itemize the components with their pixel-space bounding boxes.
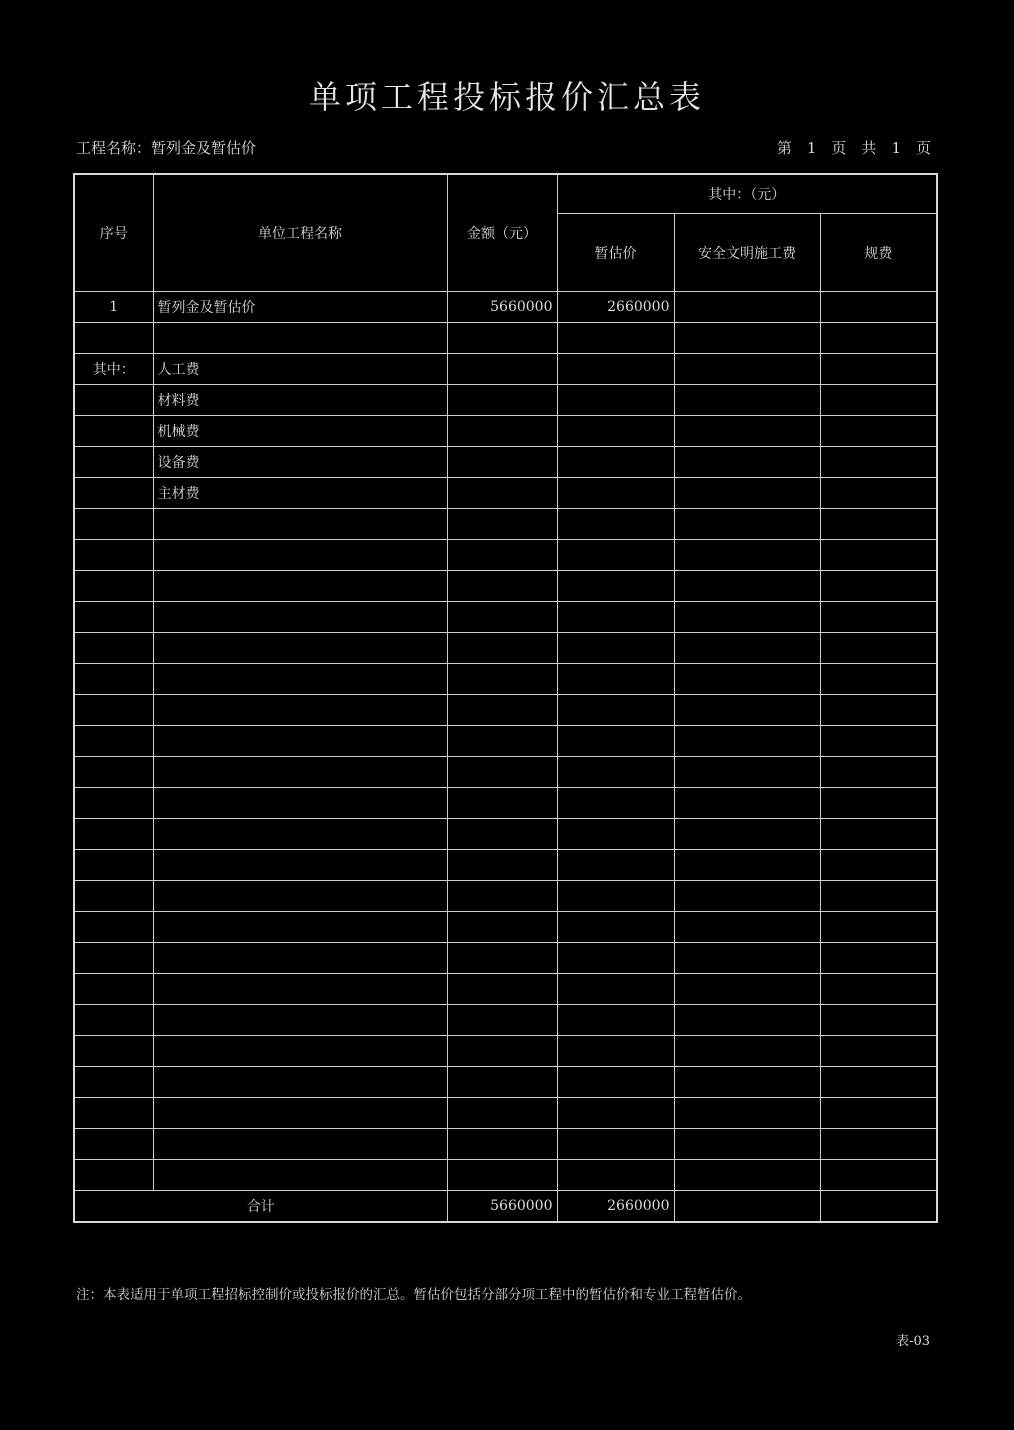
cell-safety-fee <box>674 943 820 974</box>
cell-fees <box>820 1160 937 1191</box>
cell-provisional <box>557 478 674 509</box>
cell-fees <box>820 633 937 664</box>
cell-seq <box>74 509 153 540</box>
cell-safety-fee <box>674 633 820 664</box>
page-info <box>777 137 932 158</box>
empty-table-row <box>74 1160 937 1191</box>
total-provisional: 2660000 <box>557 1191 674 1223</box>
cell-seq <box>74 943 153 974</box>
cell-unit-name <box>153 850 447 881</box>
cell-amount <box>447 1067 557 1098</box>
cell-safety-fee <box>674 385 820 416</box>
page-info-gong: 共 <box>861 139 878 157</box>
cell-safety-fee <box>674 571 820 602</box>
cell-safety-fee <box>674 540 820 571</box>
header-fees: 规费 <box>820 214 937 292</box>
cell-unit-name: 机械费 <box>153 416 447 447</box>
cell-provisional <box>557 1129 674 1160</box>
cell-amount <box>447 850 557 881</box>
cell-provisional <box>557 354 674 385</box>
cell-amount <box>447 385 557 416</box>
cell-unit-name <box>153 323 447 354</box>
cell-provisional <box>557 540 674 571</box>
cell-amount <box>447 664 557 695</box>
header-seq: 序号 <box>74 174 153 292</box>
empty-table-row <box>74 509 937 540</box>
cell-provisional <box>557 757 674 788</box>
empty-table-row <box>74 571 937 602</box>
empty-table-row <box>74 757 937 788</box>
cell-unit-name <box>153 1129 447 1160</box>
cell-safety-fee <box>674 478 820 509</box>
cell-fees <box>820 1036 937 1067</box>
cell-amount <box>447 1005 557 1036</box>
cell-amount <box>447 726 557 757</box>
cell-unit-name <box>153 881 447 912</box>
cell-amount <box>447 881 557 912</box>
cell-fees <box>820 354 937 385</box>
cell-fees <box>820 881 937 912</box>
cell-seq <box>74 1005 153 1036</box>
cell-safety-fee <box>674 509 820 540</box>
cell-unit-name <box>153 1005 447 1036</box>
cell-fees <box>820 819 937 850</box>
cell-fees <box>820 695 937 726</box>
cell-seq <box>74 974 153 1005</box>
cell-unit-name <box>153 1036 447 1067</box>
cell-amount <box>447 757 557 788</box>
cell-amount <box>447 633 557 664</box>
cell-amount <box>447 912 557 943</box>
cell-fees <box>820 1129 937 1160</box>
cell-fees <box>820 478 937 509</box>
empty-table-row <box>74 1067 937 1098</box>
cell-provisional: 2660000 <box>557 292 674 323</box>
cell-fees <box>820 1098 937 1129</box>
table-row <box>74 416 937 447</box>
table-number: 表-03 <box>896 1334 930 1349</box>
cell-amount <box>447 1036 557 1067</box>
empty-table-row <box>74 1036 937 1067</box>
cell-provisional <box>557 943 674 974</box>
cell-seq <box>74 664 153 695</box>
empty-table-row <box>74 664 937 695</box>
cell-safety-fee <box>674 695 820 726</box>
cell-unit-name <box>153 1160 447 1191</box>
empty-table-row <box>74 881 937 912</box>
cell-fees <box>820 385 937 416</box>
cell-unit-name <box>153 788 447 819</box>
cell-safety-fee <box>674 757 820 788</box>
cell-seq: 其中： <box>74 354 153 385</box>
cell-seq <box>74 1160 153 1191</box>
cell-unit-name <box>153 633 447 664</box>
cell-fees <box>820 850 937 881</box>
cell-seq <box>74 1129 153 1160</box>
header-of-which: 其中：（元） <box>557 174 937 214</box>
cell-safety-fee <box>674 850 820 881</box>
cell-unit-name <box>153 912 447 943</box>
total-row <box>74 1191 937 1223</box>
cell-fees <box>820 292 937 323</box>
cell-fees <box>820 1067 937 1098</box>
empty-table-row <box>74 540 937 571</box>
cell-unit-name <box>153 695 447 726</box>
empty-table-row <box>74 1129 937 1160</box>
cell-unit-name <box>153 757 447 788</box>
cell-safety-fee <box>674 819 820 850</box>
cell-seq <box>74 633 153 664</box>
table-row <box>74 447 937 478</box>
cell-fees <box>820 1005 937 1036</box>
page-info-total: 1 <box>891 139 902 157</box>
header-provisional: 暂估价 <box>557 214 674 292</box>
cell-fees <box>820 602 937 633</box>
empty-table-row <box>74 1005 937 1036</box>
cell-seq <box>74 788 153 819</box>
cell-fees <box>820 912 937 943</box>
header-amount: 金额（元） <box>447 174 557 292</box>
cell-seq <box>74 571 153 602</box>
page-info-ye-end: 页 <box>915 139 932 157</box>
total-amount: 5660000 <box>447 1191 557 1223</box>
cell-provisional <box>557 788 674 819</box>
cell-amount <box>447 602 557 633</box>
cell-amount <box>447 788 557 819</box>
cell-provisional <box>557 1005 674 1036</box>
summary-table <box>73 173 938 1223</box>
cell-amount <box>447 1160 557 1191</box>
cell-provisional <box>557 602 674 633</box>
cell-provisional <box>557 881 674 912</box>
cell-provisional <box>557 695 674 726</box>
cell-seq <box>74 1098 153 1129</box>
cell-amount <box>447 540 557 571</box>
cell-seq <box>74 540 153 571</box>
table-row <box>74 354 937 385</box>
cell-unit-name <box>153 509 447 540</box>
page-info-ye: 页 <box>831 139 848 157</box>
cell-safety-fee <box>674 726 820 757</box>
table-row <box>74 478 937 509</box>
cell-amount <box>447 571 557 602</box>
cell-unit-name <box>153 974 447 1005</box>
cell-safety-fee <box>674 881 820 912</box>
cell-fees <box>820 571 937 602</box>
empty-table-row <box>74 726 937 757</box>
empty-table-row <box>74 850 937 881</box>
cell-unit-name <box>153 943 447 974</box>
cell-amount <box>447 323 557 354</box>
cell-seq <box>74 850 153 881</box>
page-info-di: 第 <box>776 139 793 157</box>
cell-amount <box>447 478 557 509</box>
empty-table-row <box>74 912 937 943</box>
table-row <box>74 323 937 354</box>
cell-safety-fee <box>674 1129 820 1160</box>
cell-seq <box>74 602 153 633</box>
cell-provisional <box>557 571 674 602</box>
cell-fees <box>820 664 937 695</box>
cell-safety-fee <box>674 323 820 354</box>
cell-seq <box>74 726 153 757</box>
cell-provisional <box>557 1036 674 1067</box>
cell-seq <box>74 881 153 912</box>
cell-provisional <box>557 416 674 447</box>
empty-table-row <box>74 819 937 850</box>
empty-table-row <box>74 788 937 819</box>
cell-safety-fee <box>674 602 820 633</box>
cell-seq <box>74 1067 153 1098</box>
cell-amount <box>447 1098 557 1129</box>
cell-unit-name <box>153 540 447 571</box>
cell-safety-fee <box>674 974 820 1005</box>
empty-table-row <box>74 943 937 974</box>
cell-unit-name: 主材费 <box>153 478 447 509</box>
cell-provisional <box>557 664 674 695</box>
cell-fees <box>820 323 937 354</box>
cell-safety-fee <box>674 416 820 447</box>
cell-unit-name <box>153 1067 447 1098</box>
cell-provisional <box>557 850 674 881</box>
cell-fees <box>820 757 937 788</box>
cell-amount <box>447 416 557 447</box>
cell-unit-name <box>153 602 447 633</box>
empty-table-row <box>74 1098 937 1129</box>
cell-safety-fee <box>674 788 820 819</box>
cell-amount <box>447 974 557 1005</box>
cell-seq <box>74 757 153 788</box>
cell-amount: 5660000 <box>447 292 557 323</box>
cell-safety-fee <box>674 664 820 695</box>
cell-safety-fee <box>674 1098 820 1129</box>
page-info-page: 1 <box>806 139 818 157</box>
empty-table-row <box>74 602 937 633</box>
cell-fees <box>820 509 937 540</box>
cell-provisional <box>557 323 674 354</box>
header-safety-fee: 安全文明施工费 <box>674 214 820 292</box>
cell-seq <box>74 323 153 354</box>
cell-amount <box>447 943 557 974</box>
table-row <box>74 385 937 416</box>
cell-provisional <box>557 1160 674 1191</box>
cell-fees <box>820 974 937 1005</box>
cell-safety-fee <box>674 447 820 478</box>
total-label: 合计 <box>74 1191 447 1223</box>
cell-seq <box>74 478 153 509</box>
footnote: 注：本表适用于单项工程招标控制价或投标报价的汇总。暂估价包括分部分项工程中的暂估价和专业工程暂估价。 <box>76 1287 751 1303</box>
total-fees <box>820 1191 937 1223</box>
cell-safety-fee <box>674 292 820 323</box>
cell-provisional <box>557 633 674 664</box>
cell-safety-fee <box>674 354 820 385</box>
cell-seq <box>74 385 153 416</box>
cell-fees <box>820 943 937 974</box>
project-name-label: 工程名称：暂列金及暂估价 <box>76 139 257 157</box>
cell-amount <box>447 509 557 540</box>
page-title: 单项工程投标报价汇总表 <box>308 78 705 116</box>
cell-unit-name <box>153 664 447 695</box>
cell-provisional <box>557 1098 674 1129</box>
cell-safety-fee <box>674 912 820 943</box>
cell-amount <box>447 447 557 478</box>
cell-unit-name: 人工费 <box>153 354 447 385</box>
cell-seq: 1 <box>74 292 153 323</box>
cell-provisional <box>557 912 674 943</box>
total-safety-fee <box>674 1191 820 1223</box>
cell-fees <box>820 447 937 478</box>
cell-unit-name <box>153 726 447 757</box>
cell-unit-name <box>153 819 447 850</box>
header-unit-name: 单位工程名称 <box>153 174 447 292</box>
cell-fees <box>820 540 937 571</box>
cell-seq <box>74 447 153 478</box>
cell-provisional <box>557 1067 674 1098</box>
cell-provisional <box>557 385 674 416</box>
cell-provisional <box>557 509 674 540</box>
cell-fees <box>820 416 937 447</box>
empty-table-row <box>74 974 937 1005</box>
empty-table-row <box>74 695 937 726</box>
cell-seq <box>74 416 153 447</box>
cell-fees <box>820 788 937 819</box>
cell-amount <box>447 695 557 726</box>
cell-unit-name <box>153 1098 447 1129</box>
cell-safety-fee <box>674 1005 820 1036</box>
cell-provisional <box>557 819 674 850</box>
cell-unit-name: 暂列金及暂估价 <box>153 292 447 323</box>
cell-fees <box>820 726 937 757</box>
cell-provisional <box>557 447 674 478</box>
cell-seq <box>74 912 153 943</box>
cell-safety-fee <box>674 1036 820 1067</box>
cell-amount <box>447 819 557 850</box>
cell-unit-name <box>153 571 447 602</box>
cell-unit-name: 材料费 <box>153 385 447 416</box>
table-row <box>74 292 937 323</box>
cell-provisional <box>557 726 674 757</box>
cell-amount <box>447 1129 557 1160</box>
cell-safety-fee <box>674 1067 820 1098</box>
cell-seq <box>74 819 153 850</box>
cell-seq <box>74 1036 153 1067</box>
cell-safety-fee <box>674 1160 820 1191</box>
cell-amount <box>447 354 557 385</box>
empty-table-row <box>74 633 937 664</box>
cell-seq <box>74 695 153 726</box>
cell-provisional <box>557 974 674 1005</box>
cell-unit-name: 设备费 <box>153 447 447 478</box>
